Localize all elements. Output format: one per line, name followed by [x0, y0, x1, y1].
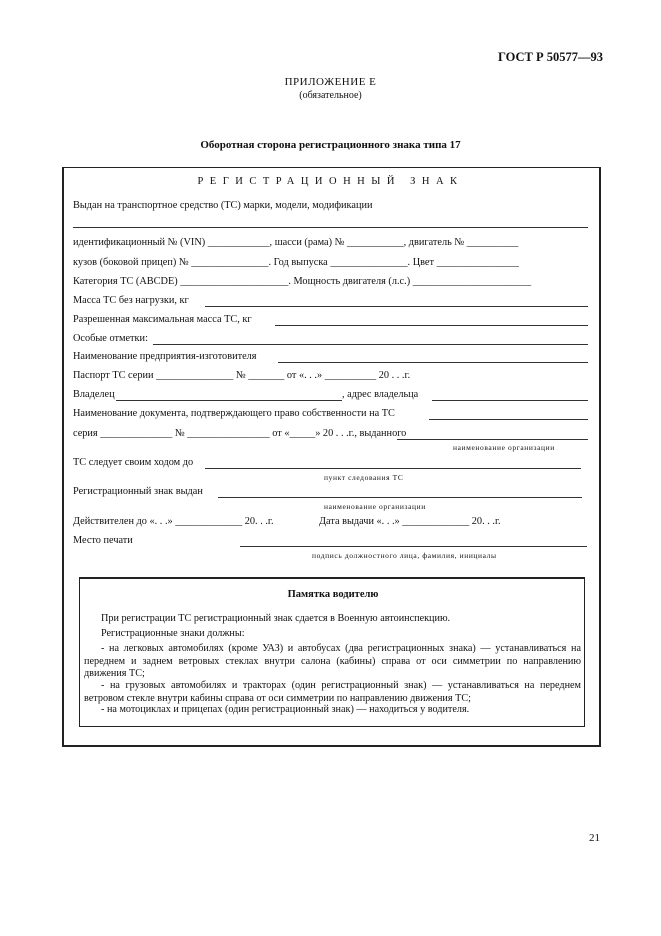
form-fill-line: [429, 419, 588, 420]
form-line-seal-place: Место печати: [73, 535, 133, 546]
form-line-valid-until: Действителен до «. . .» _____________ 20. . .г.: [73, 516, 274, 527]
form-fill-line: [205, 306, 588, 307]
memo-paragraph: При регистрации ТС регистрационный знак сдается в Военную автоинспекцию.: [101, 613, 451, 624]
form-fill-line: [153, 344, 588, 345]
form-line-vehicle: Выдан на транспортное средство (ТС) марки, модели, модификации: [73, 200, 373, 211]
document-number: ГОСТ Р 50577—93: [498, 50, 604, 64]
form-blank-line: [73, 227, 588, 228]
form-line-issue-date: Дата выдачи «. . .» _____________ 20. . .г.: [319, 516, 501, 527]
form-fill-line: [218, 497, 582, 498]
form-fill-line: [397, 439, 588, 440]
appendix-title: ПРИЛОЖЕНИЕ Е: [284, 76, 377, 88]
form-fill-line: [116, 400, 342, 401]
form-signature-line: [240, 546, 587, 547]
form-line-issued-by: Регистрационный знак выдан: [73, 486, 203, 497]
form-fill-line: [275, 325, 588, 326]
memo-list-item: - на легковых автомобилях (кроме УАЗ) и автобусах (два регистрационных знака) — устанавливаться на переднем и заднем ветровых стеклах внутри салона (кабины) справа от оси симметрии по направлению движения ТС;: [84, 643, 581, 679]
form-fill-line: [432, 400, 588, 401]
caption-organization-name: наименование организации: [453, 443, 555, 452]
form-line-ownership-doc: Наименование документа, подтверждающего право собственности на ТС: [73, 408, 395, 419]
caption-organization-name: наименование организации: [324, 502, 426, 511]
caption-destination: пункт следования ТС: [324, 473, 404, 482]
form-line-body: кузов (боковой прицеп) № _______________. Год выпуска _______________. Цвет ________________: [73, 257, 519, 268]
form-line-notes: Особые отметки:: [73, 333, 148, 344]
caption-signature: подпись должностного лица, фамилия, инициалы: [312, 551, 497, 560]
form-line-vin: идентификационный № (VIN) ____________, шасси (рама) № ___________, двигатель № __________: [73, 237, 519, 248]
appendix-status: (обязательное): [299, 90, 362, 101]
form-line-owner: Владелец: [73, 389, 115, 400]
form-heading: РЕГИСТРАЦИОННЫЙ ЗНАК: [197, 176, 464, 187]
form-line-manufacturer: Наименование предприятия-изготовителя: [73, 351, 257, 362]
form-fill-line: [205, 468, 581, 469]
form-fill-line: [278, 362, 588, 363]
memo-paragraph: Регистрационные знаки должны:: [101, 628, 245, 639]
form-line-passport: Паспорт ТС серии _______________ № _______ от «. . .» __________ 20 . . .г.: [73, 370, 411, 381]
form-line-series: серия ______________ № ________________ от «_____» 20 . . .г., выданного: [73, 428, 407, 439]
form-line-max-mass: Разрешенная максимальная масса ТС, кг: [73, 314, 252, 325]
form-line-curb-mass: Масса ТС без нагрузки, кг: [73, 295, 189, 306]
form-title: Оборотная сторона регистрационного знака типа 17: [200, 139, 461, 151]
form-line-owner-address: , адрес владельца: [342, 389, 419, 400]
form-line-category: Категория ТС (ABCDE) _____________________. Мощность двигателя (л.с.) _______________________: [73, 276, 532, 287]
memo-title: Памятка водителю: [287, 589, 379, 600]
memo-list-item: - на мотоциклах и прицепах (один регистрационный знак) — находиться у водителя.: [101, 704, 470, 715]
memo-list-item: - на грузовых автомобилях и тракторах (один регистрационный знак) — устанавливаться на переднем ветровом стекле внутри кабины справа от оси симметрии по направлению движения ТС;: [84, 680, 581, 704]
page-number: 21: [589, 832, 600, 844]
form-line-destination: ТС следует своим ходом до: [73, 457, 194, 468]
